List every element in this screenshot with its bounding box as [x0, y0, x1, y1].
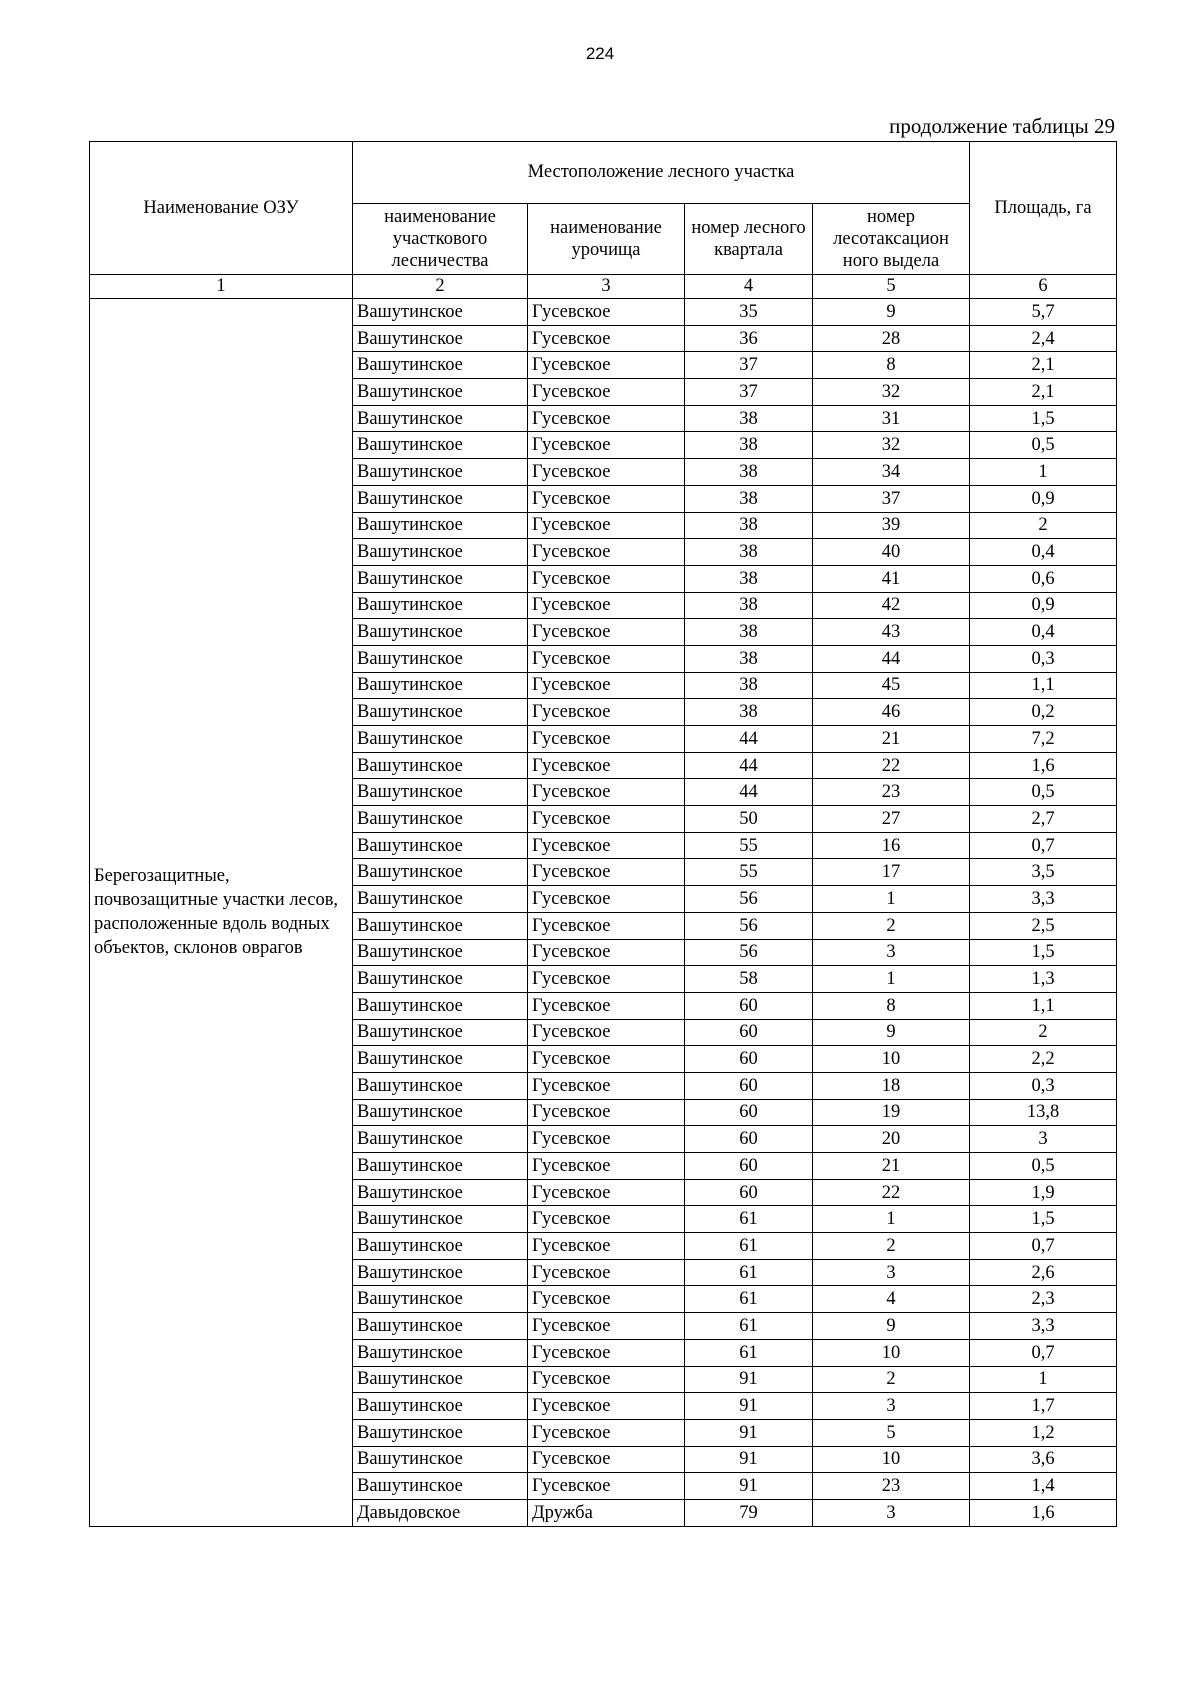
quarter-cell: 55: [685, 832, 813, 859]
allotment-cell: 23: [813, 779, 970, 806]
forest-plots-table: [89, 141, 1117, 1527]
area-cell: 2: [970, 1019, 1117, 1046]
tract-cell: Гусевское: [528, 405, 685, 432]
allotment-cell: 10: [813, 1446, 970, 1473]
forestry-cell: Вашутинское: [353, 1286, 528, 1313]
quarter-cell: 79: [685, 1499, 813, 1526]
allotment-cell: 3: [813, 1259, 970, 1286]
quarter-cell: 44: [685, 752, 813, 779]
tract-cell: Гусевское: [528, 886, 685, 913]
quarter-cell: 44: [685, 779, 813, 806]
column-number: 4: [685, 275, 813, 299]
tract-cell: Гусевское: [528, 1446, 685, 1473]
quarter-cell: 38: [685, 405, 813, 432]
forestry-cell: Вашутинское: [353, 565, 528, 592]
tract-cell: Гусевское: [528, 1393, 685, 1420]
forestry-cell: Вашутинское: [353, 859, 528, 886]
area-cell: 0,5: [970, 1153, 1117, 1180]
table-body: [90, 299, 1117, 1527]
forestry-cell: Вашутинское: [353, 592, 528, 619]
tract-cell: Гусевское: [528, 939, 685, 966]
tract-cell: Гусевское: [528, 699, 685, 726]
quarter-cell: 44: [685, 726, 813, 753]
area-cell: 2,5: [970, 912, 1117, 939]
quarter-cell: 91: [685, 1419, 813, 1446]
area-cell: 1,1: [970, 992, 1117, 1019]
forestry-cell: Вашутинское: [353, 699, 528, 726]
tract-cell: Гусевское: [528, 966, 685, 993]
area-cell: 1,1: [970, 672, 1117, 699]
quarter-cell: 56: [685, 886, 813, 913]
forestry-cell: Вашутинское: [353, 299, 528, 326]
column-number: 1: [90, 275, 353, 299]
quarter-cell: 38: [685, 672, 813, 699]
area-cell: 2,2: [970, 1046, 1117, 1073]
allotment-cell: 32: [813, 432, 970, 459]
area-cell: 1,6: [970, 752, 1117, 779]
area-cell: 2,6: [970, 1259, 1117, 1286]
quarter-cell: 38: [685, 592, 813, 619]
area-cell: 0,5: [970, 432, 1117, 459]
forestry-cell: Вашутинское: [353, 1393, 528, 1420]
quarter-cell: 36: [685, 325, 813, 352]
forestry-cell: Вашутинское: [353, 485, 528, 512]
area-cell: 7,2: [970, 726, 1117, 753]
tract-cell: Гусевское: [528, 1233, 685, 1260]
forestry-cell: Давыдовское: [353, 1499, 528, 1526]
quarter-cell: 38: [685, 645, 813, 672]
area-cell: 2,1: [970, 379, 1117, 406]
allotment-cell: 10: [813, 1046, 970, 1073]
allotment-cell: 4: [813, 1286, 970, 1313]
header-allotment: номер лесотаксацион ного выдела: [813, 204, 970, 275]
header-area: Площадь, га: [970, 142, 1117, 275]
allotment-cell: 1: [813, 1206, 970, 1233]
allotment-cell: 1: [813, 886, 970, 913]
area-cell: 0,3: [970, 645, 1117, 672]
allotment-cell: 5: [813, 1419, 970, 1446]
quarter-cell: 60: [685, 1179, 813, 1206]
tract-cell: Гусевское: [528, 1099, 685, 1126]
tract-cell: Гусевское: [528, 352, 685, 379]
allotment-cell: 9: [813, 299, 970, 326]
allotment-cell: 18: [813, 1072, 970, 1099]
area-cell: 0,6: [970, 565, 1117, 592]
quarter-cell: 91: [685, 1366, 813, 1393]
forestry-cell: Вашутинское: [353, 432, 528, 459]
quarter-cell: 61: [685, 1233, 813, 1260]
allotment-cell: 16: [813, 832, 970, 859]
tract-cell: Гусевское: [528, 912, 685, 939]
forestry-cell: Вашутинское: [353, 1046, 528, 1073]
quarter-cell: 91: [685, 1473, 813, 1500]
quarter-cell: 91: [685, 1393, 813, 1420]
tract-cell: Гусевское: [528, 1179, 685, 1206]
area-cell: 0,7: [970, 832, 1117, 859]
quarter-cell: 60: [685, 1046, 813, 1073]
forestry-cell: Вашутинское: [353, 1313, 528, 1340]
forestry-cell: Вашутинское: [353, 806, 528, 833]
tract-cell: Гусевское: [528, 1019, 685, 1046]
allotment-cell: 3: [813, 1393, 970, 1420]
quarter-cell: 38: [685, 699, 813, 726]
forestry-cell: Вашутинское: [353, 886, 528, 913]
quarter-cell: 91: [685, 1446, 813, 1473]
forestry-cell: Вашутинское: [353, 1233, 528, 1260]
area-cell: 3,6: [970, 1446, 1117, 1473]
area-cell: 1,5: [970, 939, 1117, 966]
area-cell: 1,3: [970, 966, 1117, 993]
quarter-cell: 35: [685, 299, 813, 326]
allotment-cell: 9: [813, 1313, 970, 1340]
tract-cell: Гусевское: [528, 1366, 685, 1393]
column-number: 5: [813, 275, 970, 299]
forestry-cell: Вашутинское: [353, 1419, 528, 1446]
allotment-cell: 21: [813, 726, 970, 753]
area-cell: 1,9: [970, 1179, 1117, 1206]
forestry-cell: Вашутинское: [353, 325, 528, 352]
allotment-cell: 37: [813, 485, 970, 512]
tract-cell: Гусевское: [528, 672, 685, 699]
allotment-cell: 8: [813, 352, 970, 379]
area-cell: 2: [970, 512, 1117, 539]
forestry-cell: Вашутинское: [353, 512, 528, 539]
allotment-cell: 32: [813, 379, 970, 406]
column-number: 3: [528, 275, 685, 299]
ozu-category-cell: Берегозащитные, почвозащитные участки лесов, расположенные вдоль водных объектов, склонов оврагов: [90, 299, 353, 1527]
allotment-cell: 3: [813, 1499, 970, 1526]
area-cell: 0,9: [970, 485, 1117, 512]
area-cell: 0,9: [970, 592, 1117, 619]
area-cell: 3: [970, 1126, 1117, 1153]
quarter-cell: 60: [685, 1153, 813, 1180]
allotment-cell: 46: [813, 699, 970, 726]
quarter-cell: 37: [685, 379, 813, 406]
area-cell: 1,7: [970, 1393, 1117, 1420]
allotment-cell: 8: [813, 992, 970, 1019]
quarter-cell: 60: [685, 1126, 813, 1153]
forestry-cell: Вашутинское: [353, 405, 528, 432]
allotment-cell: 27: [813, 806, 970, 833]
tract-cell: Гусевское: [528, 832, 685, 859]
tract-cell: Гусевское: [528, 539, 685, 566]
tract-cell: Гусевское: [528, 1126, 685, 1153]
forestry-cell: Вашутинское: [353, 992, 528, 1019]
area-cell: 1: [970, 459, 1117, 486]
tract-cell: Гусевское: [528, 1313, 685, 1340]
forestry-cell: Вашутинское: [353, 1259, 528, 1286]
table-continuation-label: продолжение таблицы 29: [889, 114, 1115, 138]
forestry-cell: Вашутинское: [353, 939, 528, 966]
header-tract: наименование урочища: [528, 204, 685, 275]
tract-cell: Гусевское: [528, 992, 685, 1019]
allotment-cell: 9: [813, 1019, 970, 1046]
area-cell: 0,5: [970, 779, 1117, 806]
forestry-cell: Вашутинское: [353, 832, 528, 859]
forestry-cell: Вашутинское: [353, 459, 528, 486]
tract-cell: Гусевское: [528, 1259, 685, 1286]
tract-cell: Гусевское: [528, 1072, 685, 1099]
allotment-cell: 31: [813, 405, 970, 432]
area-cell: 0,7: [970, 1233, 1117, 1260]
quarter-cell: 38: [685, 565, 813, 592]
forestry-cell: Вашутинское: [353, 1126, 528, 1153]
table-row: [90, 299, 1117, 326]
forestry-cell: Вашутинское: [353, 672, 528, 699]
quarter-cell: 56: [685, 939, 813, 966]
allotment-cell: 28: [813, 325, 970, 352]
forestry-cell: Вашутинское: [353, 1153, 528, 1180]
tract-cell: Гусевское: [528, 645, 685, 672]
tract-cell: Гусевское: [528, 619, 685, 646]
forestry-cell: Вашутинское: [353, 539, 528, 566]
allotment-cell: 19: [813, 1099, 970, 1126]
tract-cell: Гусевское: [528, 1153, 685, 1180]
forestry-cell: Вашутинское: [353, 1099, 528, 1126]
quarter-cell: 61: [685, 1339, 813, 1366]
quarter-cell: 60: [685, 1072, 813, 1099]
allotment-cell: 17: [813, 859, 970, 886]
allotment-cell: 40: [813, 539, 970, 566]
quarter-cell: 61: [685, 1259, 813, 1286]
forestry-cell: Вашутинское: [353, 1206, 528, 1233]
area-cell: 2,4: [970, 325, 1117, 352]
area-cell: 2,3: [970, 1286, 1117, 1313]
forestry-cell: Вашутинское: [353, 1019, 528, 1046]
header-forestry: наименование участкового лесничества: [353, 204, 528, 275]
forestry-cell: Вашутинское: [353, 1473, 528, 1500]
area-cell: 2,1: [970, 352, 1117, 379]
tract-cell: Гусевское: [528, 432, 685, 459]
quarter-cell: 50: [685, 806, 813, 833]
tract-cell: Гусевское: [528, 806, 685, 833]
area-cell: 2,7: [970, 806, 1117, 833]
allotment-cell: 2: [813, 1366, 970, 1393]
area-cell: 0,7: [970, 1339, 1117, 1366]
header-ozu-name: Наименование ОЗУ: [90, 142, 353, 275]
quarter-cell: 60: [685, 1099, 813, 1126]
area-cell: 13,8: [970, 1099, 1117, 1126]
forestry-cell: Вашутинское: [353, 352, 528, 379]
allotment-cell: 2: [813, 912, 970, 939]
quarter-cell: 38: [685, 539, 813, 566]
tract-cell: Гусевское: [528, 325, 685, 352]
area-cell: 0,4: [970, 539, 1117, 566]
forestry-cell: Вашутинское: [353, 1072, 528, 1099]
allotment-cell: 20: [813, 1126, 970, 1153]
tract-cell: Гусевское: [528, 1046, 685, 1073]
tract-cell: Гусевское: [528, 379, 685, 406]
area-cell: 0,4: [970, 619, 1117, 646]
allotment-cell: 22: [813, 752, 970, 779]
tract-cell: Гусевское: [528, 1206, 685, 1233]
quarter-cell: 38: [685, 485, 813, 512]
tract-cell: Гусевское: [528, 726, 685, 753]
allotment-cell: 34: [813, 459, 970, 486]
tract-cell: Гусевское: [528, 1473, 685, 1500]
page-number: 224: [585, 44, 615, 63]
forestry-cell: Вашутинское: [353, 1366, 528, 1393]
quarter-cell: 55: [685, 859, 813, 886]
forestry-cell: Вашутинское: [353, 912, 528, 939]
forestry-cell: Вашутинское: [353, 779, 528, 806]
forestry-cell: Вашутинское: [353, 752, 528, 779]
tract-cell: Гусевское: [528, 592, 685, 619]
allotment-cell: 2: [813, 1233, 970, 1260]
allotment-cell: 23: [813, 1473, 970, 1500]
allotment-cell: 39: [813, 512, 970, 539]
quarter-cell: 58: [685, 966, 813, 993]
area-cell: 1,4: [970, 1473, 1117, 1500]
area-cell: 0,2: [970, 699, 1117, 726]
quarter-cell: 56: [685, 912, 813, 939]
forestry-cell: Вашутинское: [353, 379, 528, 406]
allotment-cell: 21: [813, 1153, 970, 1180]
area-cell: 3,3: [970, 886, 1117, 913]
tract-cell: Гусевское: [528, 485, 685, 512]
header-quarter: номер лесного квартала: [685, 204, 813, 275]
tract-cell: Гусевское: [528, 752, 685, 779]
tract-cell: Дружба: [528, 1499, 685, 1526]
quarter-cell: 38: [685, 512, 813, 539]
allotment-cell: 22: [813, 1179, 970, 1206]
forestry-cell: Вашутинское: [353, 619, 528, 646]
quarter-cell: 61: [685, 1313, 813, 1340]
header-location: Местоположение лесного участка: [353, 142, 970, 204]
forestry-cell: Вашутинское: [353, 726, 528, 753]
forestry-cell: Вашутинское: [353, 645, 528, 672]
allotment-cell: 10: [813, 1339, 970, 1366]
forestry-cell: Вашутинское: [353, 1446, 528, 1473]
quarter-cell: 38: [685, 619, 813, 646]
quarter-cell: 37: [685, 352, 813, 379]
allotment-cell: 43: [813, 619, 970, 646]
allotment-cell: 3: [813, 939, 970, 966]
allotment-cell: 44: [813, 645, 970, 672]
tract-cell: Гусевское: [528, 512, 685, 539]
forestry-cell: Вашутинское: [353, 1179, 528, 1206]
area-cell: 5,7: [970, 299, 1117, 326]
area-cell: 1,6: [970, 1499, 1117, 1526]
column-number: 6: [970, 275, 1117, 299]
area-cell: 3,3: [970, 1313, 1117, 1340]
area-cell: 1,5: [970, 405, 1117, 432]
area-cell: 1,5: [970, 1206, 1117, 1233]
quarter-cell: 60: [685, 1019, 813, 1046]
quarter-cell: 38: [685, 459, 813, 486]
tract-cell: Гусевское: [528, 1339, 685, 1366]
allotment-cell: 42: [813, 592, 970, 619]
forestry-cell: Вашутинское: [353, 966, 528, 993]
tract-cell: Гусевское: [528, 779, 685, 806]
area-cell: 1,2: [970, 1419, 1117, 1446]
quarter-cell: 61: [685, 1286, 813, 1313]
tract-cell: Гусевское: [528, 859, 685, 886]
area-cell: 1: [970, 1366, 1117, 1393]
tract-cell: Гусевское: [528, 299, 685, 326]
quarter-cell: 61: [685, 1206, 813, 1233]
area-cell: 0,3: [970, 1072, 1117, 1099]
tract-cell: Гусевское: [528, 565, 685, 592]
tract-cell: Гусевское: [528, 459, 685, 486]
column-number: 2: [353, 275, 528, 299]
allotment-cell: 1: [813, 966, 970, 993]
allotment-cell: 45: [813, 672, 970, 699]
tract-cell: Гусевское: [528, 1419, 685, 1446]
allotment-cell: 41: [813, 565, 970, 592]
quarter-cell: 60: [685, 992, 813, 1019]
area-cell: 3,5: [970, 859, 1117, 886]
forestry-cell: Вашутинское: [353, 1339, 528, 1366]
tract-cell: Гусевское: [528, 1286, 685, 1313]
quarter-cell: 38: [685, 432, 813, 459]
